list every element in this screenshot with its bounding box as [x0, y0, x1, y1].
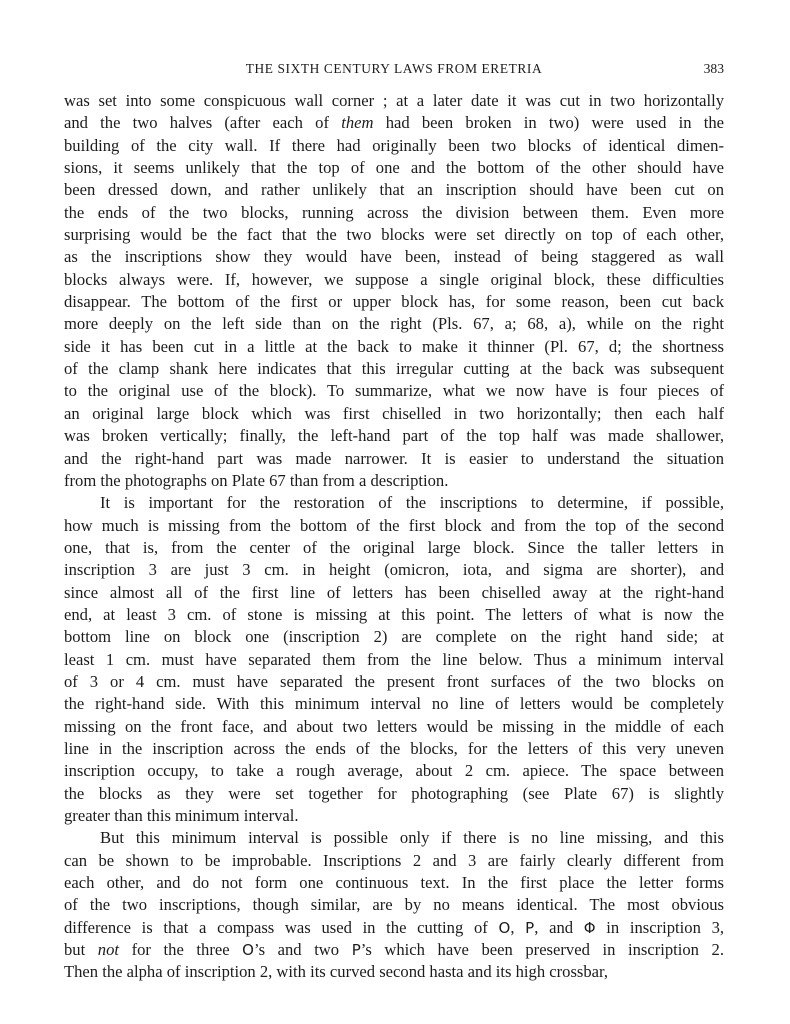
text-line: the right-hand side. With this minimum interval no line of letters would be completely [64, 694, 724, 714]
greek-letter-glyph: O [242, 941, 254, 960]
greek-letter-glyph: O [498, 918, 511, 937]
text-line: greater than this minimum interval. [64, 806, 299, 825]
text-line: from the photographs on Plate 67 than from a description. [64, 470, 449, 490]
text-line: blocks always were. If, however, we suppose a single original block, these difficulties [64, 269, 724, 289]
running-header [64, 58, 724, 82]
text-line: of the clamp shank here indicates that this irregular cutting at the back was subsequent [64, 359, 724, 379]
text-line: side it has been cut in a little at the back to make it thinner (Pl. 67, d; the shortness [64, 336, 724, 356]
text-line: difference is that a compass was used in the cutting of O, P, and Φ in inscription 3, [64, 917, 725, 937]
text-line: the blocks as they were set together for photographing (see Plate 67) is slightly [64, 783, 724, 803]
text-line: since almost all of the first line of letters has been chiselled away at the right-hand [64, 582, 724, 602]
text-line: end, at least 3 cm. of stone is missing at this point. The letters of what is now the [64, 604, 724, 624]
text-line: inscription occupy, to take a rough average, about 2 cm. apiece. The space between [64, 761, 724, 781]
text-line: how much is missing from the bottom of the first block and from the top of the second [64, 515, 724, 535]
text-line: and the two halves (after each of them had been broken in two) were used in the [64, 113, 725, 133]
text-line: bottom line on block one (inscription 2) are complete on the right hand side; at [64, 627, 724, 647]
text-line: of the two inscriptions, though similar, are by no means identical. The most obvious [64, 895, 724, 915]
text-line: It is important for the restoration of the inscriptions to determine, if possible, [100, 493, 724, 513]
text-line: as the inscriptions show they would have been, instead of being staggered as wall [64, 247, 724, 267]
text-line: was broken vertically; finally, the left-hand part of the top half was made shallower, [64, 426, 724, 446]
text-line: of 3 or 4 cm. must have separated the present front surfaces of the two blocks on [64, 671, 724, 691]
text-line: least 1 cm. must have separated them from the line below. Thus a minimum interval [64, 649, 724, 669]
text-line: each other, and do not form one continuous text. In the first place the letter forms [64, 873, 724, 893]
italic-text: not [97, 940, 120, 960]
text-line: to the original use of the block). To summarize, what we now have is four pieces of [64, 381, 724, 401]
text-line: inscription 3 are just 3 cm. in height (omicron, iota, and sigma are shorter), and [64, 560, 724, 580]
text-line: sions, it seems unlikely that the top of one and the bottom of the other should have [64, 158, 724, 178]
text-line: can be shown to be improbable. Inscriptions 2 and 3 are fairly clearly different from [64, 850, 724, 870]
text-line: an original large block which was first chiselled in two horizontally; then each half [64, 403, 724, 423]
page-number: 383 [703, 61, 724, 76]
greek-letter-glyph: Φ [583, 918, 596, 937]
greek-letter-glyph: P [525, 918, 535, 937]
text-line: and the right-hand part was made narrower. It is easier to understand the situation [64, 448, 724, 468]
text-line: line in the inscription across the ends of the blocks, for the letters of this very uneven [64, 738, 724, 758]
paragraph [64, 90, 724, 492]
text-line: surprising would be the fact that the two blocks were set directly on top of each other, [64, 225, 724, 245]
paragraph [64, 827, 724, 983]
paragraph [64, 492, 724, 827]
body-text [64, 90, 724, 984]
text-line: one, that is, from the center of the original large block. Since the taller letters in [64, 537, 724, 557]
text-line: been dressed down, and rather unlikely that an inscription should have been cut on [64, 180, 724, 200]
text-line: building of the city wall. If there had originally been two blocks of identical dimen- [64, 135, 724, 155]
italic-text: them [341, 113, 374, 133]
text-line: disappear. The bottom of the first or upper block has, for some reason, been cut back [64, 292, 724, 312]
text-line: more deeply on the left side than on the right (Pls. 67, a; 68, a), while on the right [64, 314, 724, 334]
document-page [64, 58, 724, 984]
running-title: THE SIXTH CENTURY LAWS FROM ERETRIA [245, 61, 543, 76]
text-line: Then the alpha of inscription 2, with its curved second hasta and its high crossbar, [64, 962, 609, 982]
text-line: was set into some conspicuous wall corner ; at a later date it was cut in two horizontally [64, 91, 724, 110]
text-line: the ends of the two blocks, running across the division between them. Even more [64, 202, 724, 222]
text-line: missing on the front face, and about two letters would be missing in the middle of each [64, 716, 724, 736]
greek-letter-glyph: P [351, 941, 361, 960]
text-line: But this minimum interval is possible only if there is no line missing, and this [100, 828, 724, 848]
text-line: but not for the three O’s and two P’s which have been preserved in inscription 2. [64, 940, 724, 960]
